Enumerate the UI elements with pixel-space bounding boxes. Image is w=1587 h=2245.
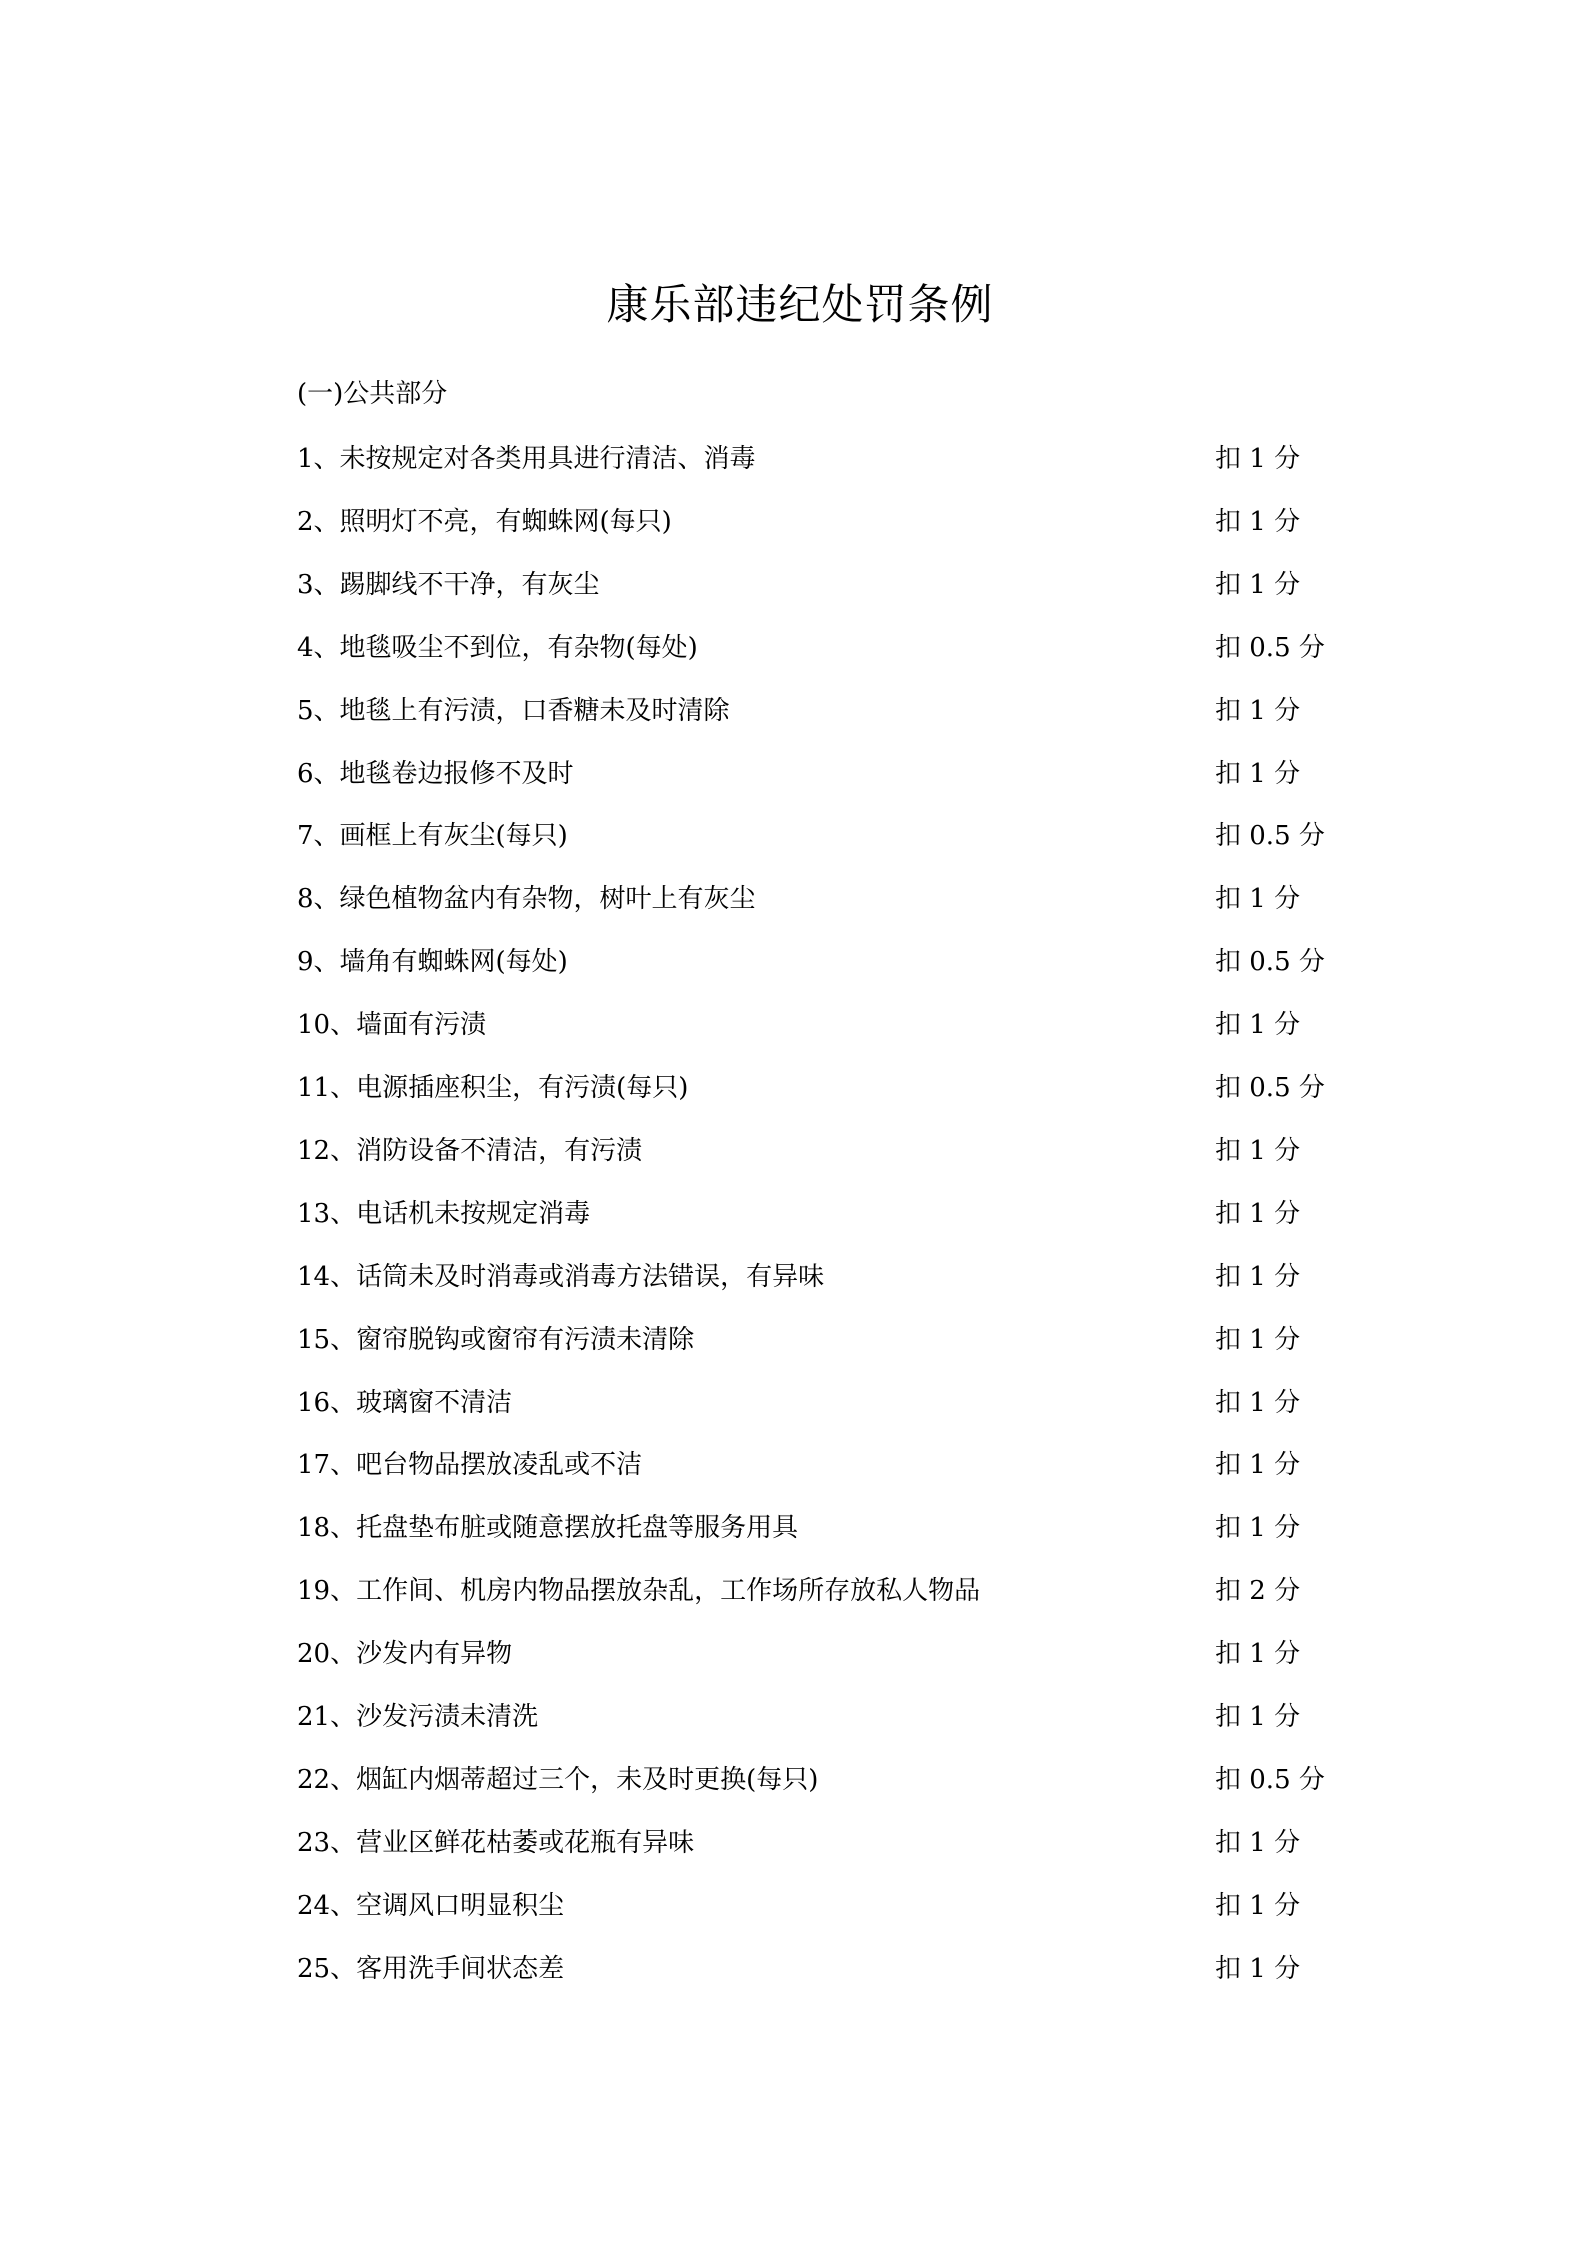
rule-item: [297, 941, 1397, 981]
rule-item: [297, 1256, 1397, 1296]
rule-penalty: 扣 1 分: [1215, 1513, 1301, 1544]
rule-text: 10、墙面有污渍: [297, 1010, 487, 1041]
rule-item: [297, 815, 1397, 855]
rule-text: 9、墙角有蜘蛛网(每处): [297, 947, 568, 978]
rule-item: [297, 1507, 1397, 1547]
rule-penalty: 扣 1 分: [1215, 444, 1301, 474]
rule-penalty: 扣 1 分: [1215, 1890, 1301, 1921]
rule-penalty: 扣 1 分: [1215, 695, 1301, 726]
rule-item: [297, 1444, 1397, 1484]
rule-penalty: 扣 1 分: [1215, 1639, 1301, 1670]
rule-text: 16、玻璃窗不清洁: [297, 1387, 513, 1418]
rule-text: 1、未按规定对各类用具进行清洁、消毒: [297, 444, 756, 474]
rule-item: [297, 1319, 1397, 1359]
rule-penalty: 扣 1 分: [1215, 884, 1301, 915]
rule-item: [297, 878, 1397, 918]
rule-item: [297, 1759, 1397, 1799]
rule-penalty: 扣 1 分: [1215, 1135, 1301, 1166]
rule-item: [297, 501, 1397, 541]
rule-penalty: 扣 0.5 分: [1215, 1073, 1325, 1103]
rule-penalty: 扣 1 分: [1215, 1324, 1301, 1355]
rule-penalty: 扣 0.5 分: [1215, 821, 1325, 852]
section-heading: (一)公共部分: [297, 379, 448, 409]
rule-text: 24、空调风口明显积尘: [297, 1890, 565, 1921]
rule-text: 7、画框上有灰尘(每只): [297, 821, 568, 852]
document-title: 康乐部违纪处罚条例: [606, 280, 994, 329]
rule-text: 19、工作间、机房内物品摆放杂乱，工作场所存放私人物品: [297, 1576, 981, 1607]
rule-text: 6、地毯卷边报修不及时: [297, 758, 574, 789]
rule-penalty: 扣 2 分: [1215, 1576, 1301, 1607]
rule-penalty: 扣 0.5 分: [1215, 947, 1325, 978]
rule-item: [297, 1570, 1397, 1610]
rule-penalty: 扣 0.5 分: [1215, 1764, 1325, 1795]
rule-penalty: 扣 1 分: [1215, 1387, 1301, 1418]
rule-item: [297, 1193, 1397, 1233]
rule-text: 4、地毯吸尘不到位，有杂物(每处): [297, 632, 698, 663]
rule-penalty: 扣 1 分: [1215, 1010, 1301, 1041]
rule-item: [297, 1822, 1397, 1862]
rule-penalty: 扣 1 分: [1215, 569, 1301, 600]
rule-text: 21、沙发污渍未清洗: [297, 1702, 539, 1732]
rule-text: 11、电源插座积尘，有污渍(每只): [297, 1073, 689, 1103]
rule-item: [297, 1633, 1397, 1673]
rule-penalty: 扣 1 分: [1215, 1261, 1301, 1292]
rule-text: 12、消防设备不清洁，有污渍: [297, 1135, 643, 1166]
rule-penalty: 扣 1 分: [1215, 1198, 1301, 1229]
rule-item: [297, 753, 1397, 793]
rule-item: [297, 438, 1397, 478]
rule-item: [297, 1130, 1397, 1170]
rule-item: [297, 564, 1397, 604]
rule-penalty: 扣 1 分: [1215, 1953, 1301, 1984]
rule-item: [297, 1696, 1397, 1736]
rule-text: 2、照明灯不亮，有蜘蛛网(每只): [297, 506, 672, 537]
rule-text: 13、电话机未按规定消毒: [297, 1198, 591, 1229]
rule-text: 22、烟缸内烟蒂超过三个，未及时更换(每只): [297, 1764, 819, 1795]
rule-text: 18、托盘垫布脏或随意摆放托盘等服务用具: [297, 1513, 799, 1544]
rule-penalty: 扣 1 分: [1215, 506, 1301, 537]
rule-text: 8、绿色植物盆内有杂物，树叶上有灰尘: [297, 884, 756, 915]
rule-penalty: 扣 1 分: [1215, 1702, 1301, 1732]
rule-text: 20、沙发内有异物: [297, 1639, 513, 1670]
rule-text: 15、窗帘脱钩或窗帘有污渍未清除: [297, 1324, 695, 1355]
rule-penalty: 扣 1 分: [1215, 1450, 1301, 1481]
rule-penalty: 扣 1 分: [1215, 1827, 1301, 1858]
rule-penalty: 扣 0.5 分: [1215, 632, 1325, 663]
rule-text: 23、营业区鲜花枯萎或花瓶有异味: [297, 1827, 695, 1858]
rule-text: 14、话筒未及时消毒或消毒方法错误，有异味: [297, 1261, 825, 1292]
rule-text: 17、吧台物品摆放凌乱或不洁: [297, 1450, 643, 1481]
rule-item: [297, 1004, 1397, 1044]
rule-item: [297, 1067, 1397, 1107]
rule-item: [297, 1382, 1397, 1422]
rule-item: [297, 627, 1397, 667]
rule-text: 5、地毯上有污渍，口香糖未及时清除: [297, 695, 730, 726]
rule-item: [297, 1885, 1397, 1925]
rule-item: [297, 1948, 1397, 1988]
rule-text: 25、客用洗手间状态差: [297, 1953, 565, 1984]
rule-penalty: 扣 1 分: [1215, 758, 1301, 789]
rule-item: [297, 690, 1397, 730]
rule-text: 3、踢脚线不干净，有灰尘: [297, 569, 600, 600]
